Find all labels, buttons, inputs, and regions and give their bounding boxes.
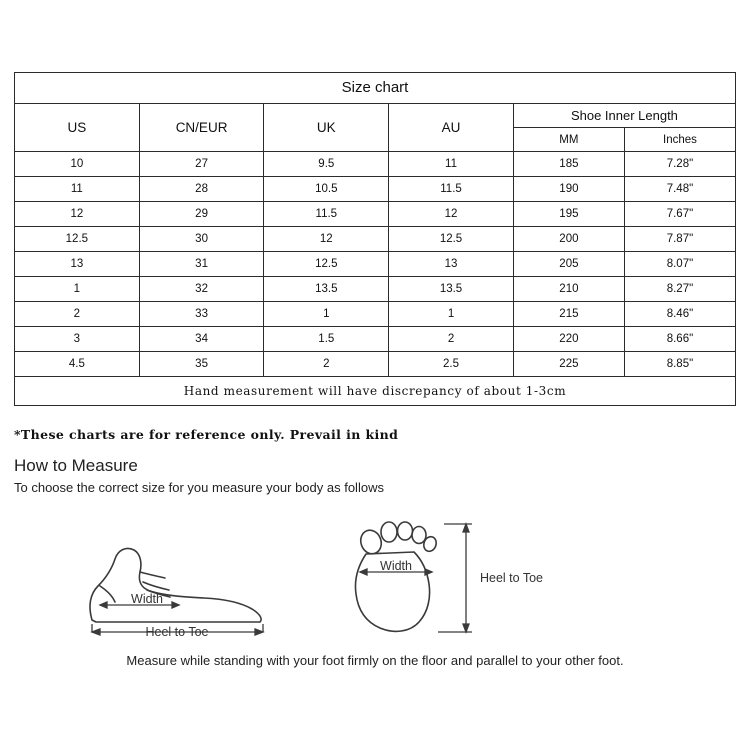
column-header-inches: Inches [624, 128, 735, 152]
cell-cn-eur: 31 [139, 252, 264, 277]
column-header-au: AU [389, 104, 514, 152]
table-row [15, 352, 736, 377]
cell-au: 13 [389, 252, 514, 277]
cell-mm: 190 [513, 177, 624, 202]
cell-uk: 1 [264, 302, 389, 327]
cell-inches: 7.48" [624, 177, 735, 202]
top-view-length-label: Heel to Toe [480, 571, 544, 585]
cell-uk: 13.5 [264, 277, 389, 302]
cell-cn-eur: 32 [139, 277, 264, 302]
how-to-measure-title: How to Measure [14, 456, 138, 475]
cell-mm: 200 [513, 227, 624, 252]
cell-inches: 8.27" [624, 277, 735, 302]
cell-uk: 9.5 [264, 152, 389, 177]
cell-uk: 2 [264, 352, 389, 377]
cell-us: 12.5 [15, 227, 140, 252]
cell-inches: 8.07" [624, 252, 735, 277]
cell-cn-eur: 33 [139, 302, 264, 327]
cell-au: 13.5 [389, 277, 514, 302]
column-header-uk: UK [264, 104, 389, 152]
table-row [15, 252, 736, 277]
side-view-width-label: Width [131, 592, 163, 606]
foot-measurement-diagrams [14, 502, 736, 652]
cell-cn-eur: 27 [139, 152, 264, 177]
side-view-length-label: Heel to Toe [145, 625, 209, 639]
top-view-length-arrow [438, 524, 472, 632]
top-view-foot-illustration [355, 522, 438, 631]
column-header-mm: MM [513, 128, 624, 152]
cell-au: 2 [389, 327, 514, 352]
cell-inches: 8.85" [624, 352, 735, 377]
cell-mm: 210 [513, 277, 624, 302]
cell-inches: 7.67" [624, 202, 735, 227]
column-header-cn-eur: CN/EUR [139, 104, 264, 152]
cell-uk: 11.5 [264, 202, 389, 227]
measurement-discrepancy-note: Hand measurement will have discrepancy of about 1-3cm [15, 377, 736, 406]
cell-cn-eur: 34 [139, 327, 264, 352]
table-row [15, 227, 736, 252]
side-view-foot-illustration [90, 548, 261, 622]
table-row [15, 302, 736, 327]
table-row [15, 177, 736, 202]
reference-only-note: *These charts are for reference only. Prevail in kind [14, 427, 399, 442]
cell-us: 10 [15, 152, 140, 177]
cell-au: 12.5 [389, 227, 514, 252]
column-header-shoe-inner-length: Shoe Inner Length [513, 104, 735, 128]
column-header-us: US [15, 104, 140, 152]
table-row [15, 152, 736, 177]
table-title-row [15, 73, 736, 104]
cell-cn-eur: 29 [139, 202, 264, 227]
how-to-measure-subtitle: To choose the correct size for you measure your body as follows [14, 480, 384, 495]
cell-au: 12 [389, 202, 514, 227]
cell-us: 2 [15, 302, 140, 327]
cell-us: 1 [15, 277, 140, 302]
diagram-svg [14, 502, 736, 652]
table-footnote-row [15, 377, 736, 406]
measurement-instruction-footer: Measure while standing with your foot firmly on the floor and parallel to your other foot. [126, 653, 624, 668]
cell-au: 11 [389, 152, 514, 177]
cell-inches: 8.46" [624, 302, 735, 327]
top-view-width-label: Width [380, 559, 412, 573]
cell-us: 13 [15, 252, 140, 277]
cell-uk: 12 [264, 227, 389, 252]
cell-us: 11 [15, 177, 140, 202]
cell-us: 12 [15, 202, 140, 227]
chart-title: Size chart [15, 73, 736, 104]
cell-au: 1 [389, 302, 514, 327]
table-row [15, 327, 736, 352]
cell-inches: 8.66" [624, 327, 735, 352]
cell-cn-eur: 35 [139, 352, 264, 377]
cell-uk: 10.5 [264, 177, 389, 202]
cell-au: 11.5 [389, 177, 514, 202]
cell-au: 2.5 [389, 352, 514, 377]
cell-uk: 12.5 [264, 252, 389, 277]
table-row [15, 202, 736, 227]
cell-cn-eur: 28 [139, 177, 264, 202]
cell-mm: 225 [513, 352, 624, 377]
cell-inches: 7.87" [624, 227, 735, 252]
table-row [15, 277, 736, 302]
cell-us: 3 [15, 327, 140, 352]
table-header-row [15, 104, 736, 128]
cell-us: 4.5 [15, 352, 140, 377]
cell-mm: 185 [513, 152, 624, 177]
cell-cn-eur: 30 [139, 227, 264, 252]
cell-mm: 220 [513, 327, 624, 352]
size-chart-container [14, 72, 736, 406]
cell-uk: 1.5 [264, 327, 389, 352]
size-chart-table [14, 72, 736, 406]
cell-inches: 7.28" [624, 152, 735, 177]
cell-mm: 205 [513, 252, 624, 277]
cell-mm: 215 [513, 302, 624, 327]
cell-mm: 195 [513, 202, 624, 227]
